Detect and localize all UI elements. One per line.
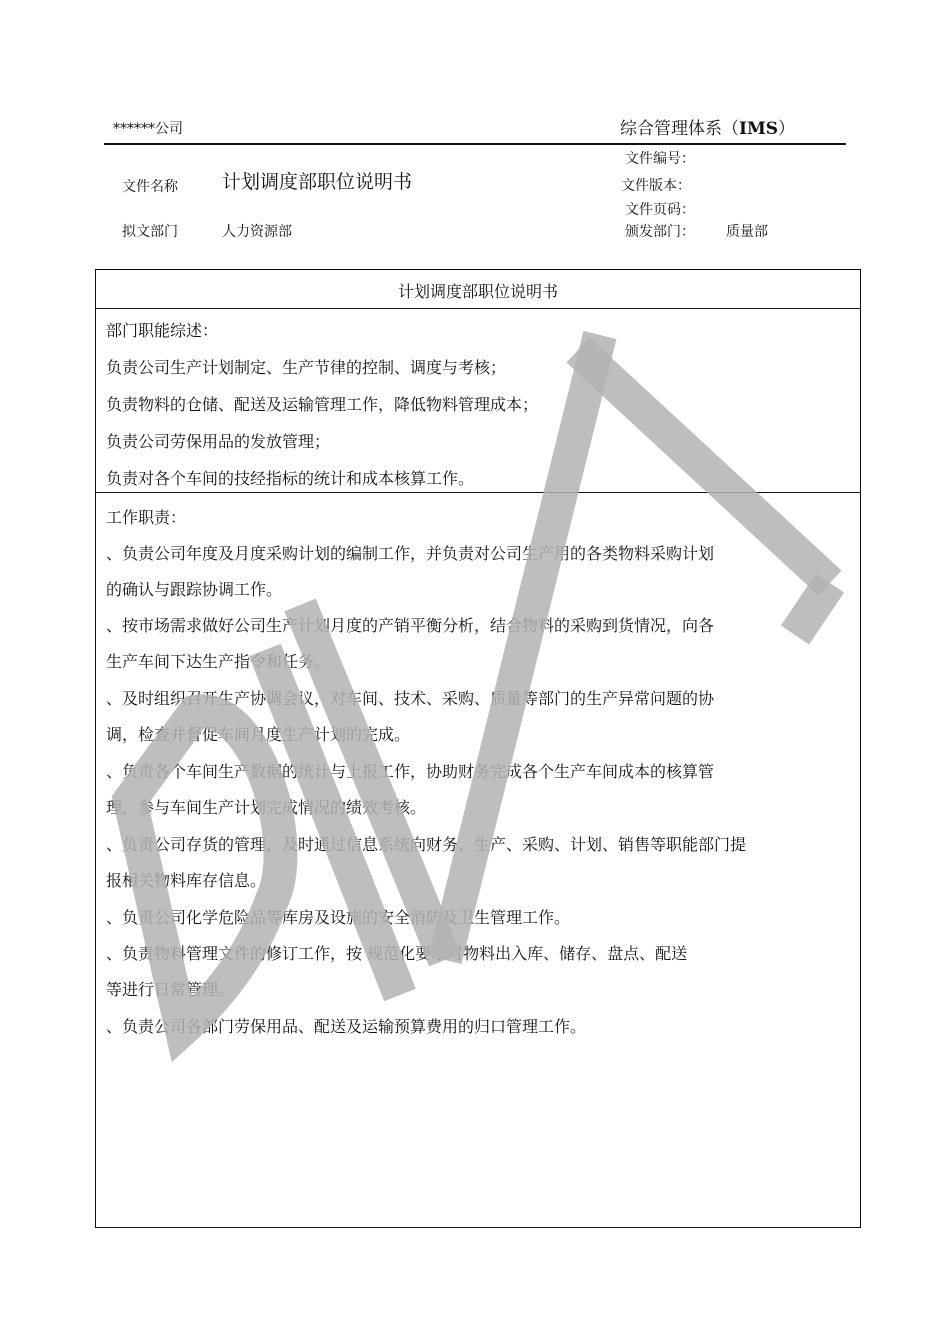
duty-line: 调，检查并督促车间月度生产计划的完成。 [106, 725, 411, 744]
duties-heading: 工作职责： [106, 508, 187, 527]
duty-line: 、负责公司化学危险品等库房及设施的安全消防及卫生管理工作。 [106, 908, 571, 927]
doc-number-label: 文件编号： [625, 151, 695, 167]
function-item: 负责公司生产计划制定、生产节律的控制、调度与考核； [106, 358, 507, 377]
issuing-dept-value: 质量部 [726, 224, 768, 240]
issuing-dept-label: 颁发部门： [625, 224, 695, 240]
duty-line: 生产车间下达生产指令和任务。 [106, 652, 331, 671]
duty-line: 、及时组织召开生产协调会议，对车间、技术、采购、质量等部门的生产异常问题的协 [106, 689, 715, 708]
doc-page-label: 文件页码： [625, 202, 695, 218]
duty-line: 报相关物料库存信息。 [106, 871, 267, 890]
system-prefix: 综合管理体系（ [620, 119, 739, 139]
doc-name-label: 文件名称 [122, 179, 178, 195]
function-item: 负责物料的仓储、配送及运输管理工作，降低物料管理成本； [106, 395, 539, 414]
management-system-title [620, 114, 795, 139]
duty-line: 、负责公司年度及月度采购计划的编制工作，并负责对公司生产用的各类物料采购计划 [106, 544, 715, 563]
functions-heading: 部门职能综述： [106, 321, 219, 340]
drafting-dept-label: 拟文部门 [122, 224, 178, 240]
department-functions-section [96, 309, 860, 493]
duty-line: 、负责公司各部门劳保用品、配送及运输预算费用的归口管理工作。 [106, 1017, 587, 1036]
duty-line: 、负责公司存货的管理，及时通过信息系统向财务、生产、采购、计划、销售等职能部门提 [106, 835, 747, 854]
duty-line: 、负责各个车间生产数据的统计与上报工作，协助财务完成各个生产车间成本的核算管 [106, 762, 715, 781]
drafting-dept-value: 人力资源部 [222, 224, 292, 240]
doc-version-label: 文件版本： [621, 178, 691, 194]
duty-line: 、按市场需求做好公司生产计划月度的产销平衡分析，结合物料的采购到货情况，向各 [106, 616, 715, 635]
function-item: 负责公司劳保用品的发放管理； [106, 432, 331, 451]
function-item: 负责对各个车间的技经指标的统计和成本核算工作。 [106, 469, 475, 488]
duty-line: 等进行日常管理。 [106, 980, 235, 999]
table-title: 计划调度部职位说明书 [96, 270, 860, 309]
doc-name-value: 计划调度部职位说明书 [222, 171, 413, 193]
system-suffix: ） [778, 119, 796, 139]
company-name: ******公司 [113, 121, 183, 137]
system-abbr: IMS [739, 119, 779, 139]
job-duties-section [96, 493, 860, 1227]
job-description-table [95, 269, 861, 1228]
duty-line: 理，参与车间生产计划完成情况的绩效考核。 [106, 798, 427, 817]
duty-line: 的确认与跟踪协调工作。 [106, 580, 283, 599]
header-rule [104, 143, 846, 145]
duty-line: 、负责物料管理文件的修订工作，按 规范化要求对物料出入库、储存、盘点、配送 [106, 944, 688, 963]
